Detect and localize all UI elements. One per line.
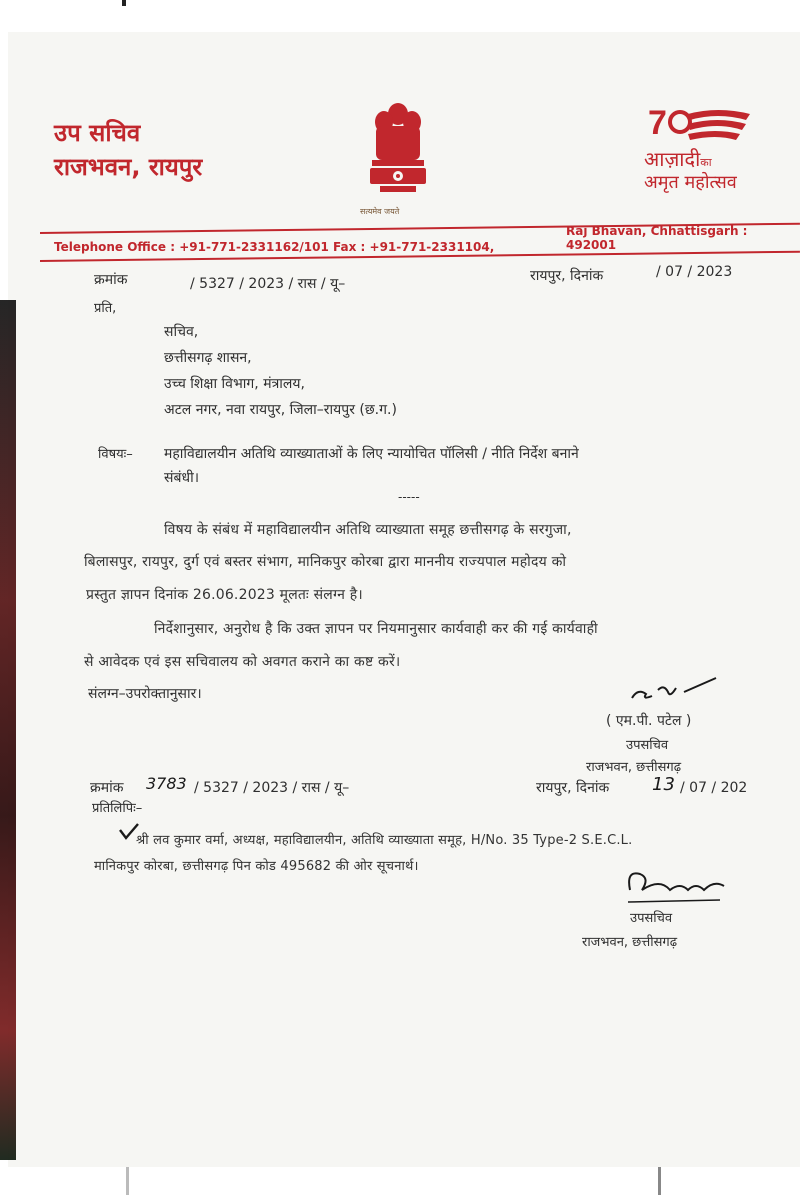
logo-text-azadi: आज़ादीका	[644, 147, 712, 171]
addressee-line-2: छत्तीसगढ़ शासन,	[164, 350, 252, 366]
letterhead-designation: उप सचिव	[54, 119, 141, 147]
signatory-name: ( एम.पी. पटेल )	[606, 713, 692, 729]
svg-text:7: 7	[648, 104, 667, 142]
bottom-mark-left	[126, 1167, 129, 1195]
national-emblem-icon	[362, 96, 434, 204]
para2-line-2: से आवेदक एवं इस सचिवालय को अवगत कराने का कष्ट करें।	[84, 654, 401, 670]
copy-line-2: मानिकपुर कोरबा, छत्तीसगढ़ पिन कोड 495682 की ओर सूचनार्थ।	[94, 859, 419, 874]
copy-line-1: श्री लव कुमार वर्मा, अध्यक्ष, महाविद्यालयीन, अतिथि व्याख्याता समूह, H/No. 35 Type-2 S.E.C.L.	[136, 833, 633, 848]
para1-line-3: प्रस्तुत ज्ञापन दिनांक 26.06.2023 मूलतः संलग्न है।	[86, 587, 363, 603]
addressee-line-4: अटल नगर, नवा रायपुर, जिला–रायपुर (छ.ग.)	[164, 402, 397, 418]
para1-line-1: विषय के संबंध में महाविद्यालयीन अतिथि व्याख्याता समूह छत्तीसगढ़ के सरगुजा,	[164, 522, 572, 538]
handwritten-signature-2	[620, 860, 730, 914]
office-address: Raj Bhavan, Chhattisgarh : 492001	[566, 224, 748, 252]
ref-number: / 5327 / 2023 / रास / यू–	[190, 276, 346, 292]
handwritten-signature-1	[624, 670, 724, 710]
ref-label: क्रमांक	[94, 272, 128, 288]
telephone-line: Telephone Office : +91-771-2331162/101 Fax : +91-771-2331104,	[54, 240, 495, 254]
addressee-line-1: सचिव,	[164, 324, 199, 340]
copy-sign-title: उपसचिव	[630, 911, 673, 926]
top-bar	[0, 0, 800, 32]
copy-date-label: रायपुर, दिनांक	[536, 780, 610, 796]
page-edge-shadow	[0, 300, 16, 1160]
signatory-title: उपसचिव	[626, 738, 669, 753]
enclosure: संलग्न–उपरोक्तानुसार।	[88, 686, 202, 702]
subject-line-2: संबंधी।	[164, 470, 199, 486]
signatory-office: राजभवन, छत्तीसगढ़	[586, 760, 682, 775]
copy-date-value: / 07 / 202	[680, 780, 748, 796]
letterhead-title	[54, 116, 202, 184]
copy-ref-handwritten: 3783	[146, 774, 187, 793]
bottom-mark-right	[658, 1167, 661, 1195]
copy-ref-label: क्रमांक	[90, 780, 124, 796]
date-value: / 07 / 2023	[656, 264, 733, 280]
bottom-bar	[0, 1167, 800, 1200]
copy-label: प्रतिलिपिः–	[92, 801, 143, 816]
copy-date-handwritten: 13	[652, 774, 675, 795]
emblem-motto: सत्यमेव जयते	[360, 207, 400, 216]
addressee-line-3: उच्च शिक्षा विभाग, मंत्रालय,	[164, 376, 305, 392]
subject-line-1: महाविद्यालयीन अतिथि व्याख्याताओं के लिए न्यायोचित पॉलिसी / नीति निर्देश बनाने	[164, 446, 579, 462]
logo-text-amrit-mahotsav: अमृत महोत्सव	[644, 172, 737, 193]
para1-line-2: बिलासपुर, रायपुर, दुर्ग एवं बस्तर संभाग, मानिकपुर कोरबा द्वारा माननीय राज्यपाल महोदय को	[84, 554, 567, 570]
para2-line-1: निर्देशानुसार, अनुरोध है कि उक्त ज्ञापन पर नियमानुसार कार्यवाही कर की गई कार्यवाही	[154, 621, 598, 637]
subject-label: विषयः–	[98, 447, 133, 462]
date-label: रायपुर, दिनांक	[530, 268, 604, 284]
separator: -----	[398, 490, 420, 504]
copy-ref-number: / 5327 / 2023 / रास / यू–	[194, 780, 350, 796]
top-mark	[122, 0, 126, 6]
to-label: प्रति,	[94, 301, 117, 316]
letterhead-office: राजभवन, रायपुर	[54, 153, 203, 181]
copy-sign-office: राजभवन, छत्तीसगढ़	[582, 935, 678, 950]
